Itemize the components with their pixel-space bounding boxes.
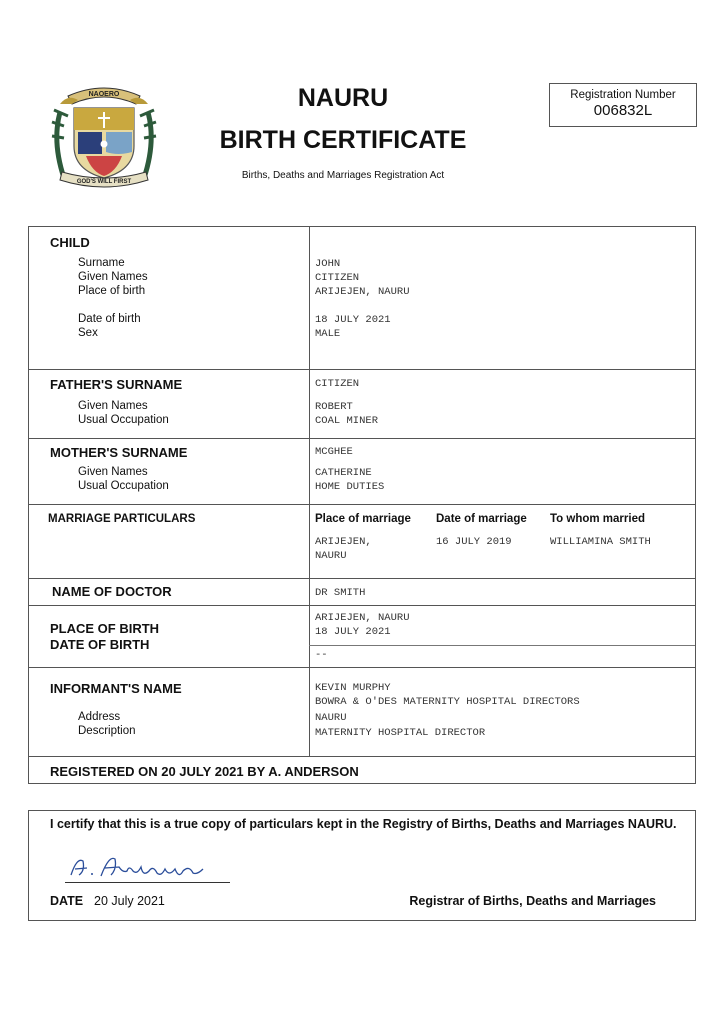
registration-number-value: 006832L [593,102,653,119]
signature-line [65,882,230,883]
marriage-place-column-header: Place of marriage [315,513,411,525]
marriage-whom-value: WILLIAMINA SMITH [550,536,651,548]
registration-number-label: Registration Number [570,89,676,101]
certification-box [28,810,696,921]
particulars-table [28,226,696,784]
date-of-birth-heading: DATE OF BIRTH [50,637,150,652]
place-of-birth-value: ARIJEJEN, NAURU [315,612,410,624]
marriage-heading: MARRIAGE PARTICULARS [48,513,196,525]
father-heading: FATHER'S SURNAME [50,377,183,392]
informant-address-line2: NAURU [315,712,347,724]
informant-name-value: KEVIN MURPHY [315,682,391,694]
father-given-names-label: Given Names [78,400,148,412]
child-surname-label: Surname [78,257,125,269]
registrar-title: Registrar of Births, Deaths and Marriages [409,894,656,908]
informant-address-label: Address [78,711,121,723]
row-divider [29,369,695,370]
date-of-birth-value: 18 JULY 2021 [315,626,391,638]
row-divider [29,667,695,668]
father-surname-value: CITIZEN [315,378,360,390]
mother-heading: MOTHER'S SURNAME [50,445,188,460]
date-value: 20 July 2021 [94,894,165,908]
place-of-birth-heading: PLACE OF BIRTH [50,621,160,636]
child-sex-value: MALE [315,328,341,340]
mother-given-names-label: Given Names [78,466,148,478]
mother-occupation-label: Usual Occupation [78,480,169,492]
father-given-names-value: ROBERT [315,401,353,413]
registration-number-box [549,83,697,127]
title-nauru: NAURU [297,84,389,112]
child-date-of-birth-label: Date of birth [78,313,141,325]
child-surname-value: JOHN [315,258,341,270]
father-occupation-value: COAL MINER [315,415,379,427]
nauru-crest-logo [46,82,162,192]
row-divider [29,756,695,757]
mother-occupation-value: HOME DUTIES [315,481,385,493]
child-date-of-birth-value: 18 JULY 2021 [315,314,391,326]
child-given-names-value: CITIZEN [315,272,360,284]
crest-top-text: NAOERO [88,91,120,98]
column-divider [309,227,310,757]
marriage-place-line2: NAURU [315,550,347,562]
doctor-heading: NAME OF DOCTOR [52,584,172,599]
child-heading: CHILD [50,235,90,250]
birth-extra-value: -- [315,649,328,661]
child-sex-label: Sex [78,327,98,339]
marriage-date-column-header: Date of marriage [436,513,527,525]
marriage-whom-column-header: To whom married [550,513,645,525]
child-place-of-birth-label: Place of birth [78,285,146,297]
row-divider [29,578,695,579]
registered-statement: REGISTERED ON 20 JULY 2021 BY A. ANDERSON [50,764,359,779]
informant-address-line1: BOWRA & O'DES MATERNITY HOSPITAL DIRECTORS [315,696,580,708]
row-divider [29,605,695,606]
marriage-date-value: 16 JULY 2019 [436,536,512,548]
child-place-of-birth-value: ARIJEJEN, NAURU [315,286,410,298]
marriage-place-line1: ARIJEJEN, [315,536,372,548]
row-divider [29,438,695,439]
title-birth-certificate: BIRTH CERTIFICATE [219,126,467,154]
mother-given-names-value: CATHERINE [315,467,372,479]
row-divider [309,645,695,646]
mother-surname-value: MCGHEE [315,446,353,458]
father-occupation-label: Usual Occupation [78,414,169,426]
row-divider [29,504,695,505]
registrar-signature [65,851,235,883]
informant-description-label: Description [78,725,136,737]
registration-act: Births, Deaths and Marriages Registration Act [241,170,445,181]
informant-description-value: MATERNITY HOSPITAL DIRECTOR [315,727,486,739]
informant-heading: INFORMANT'S NAME [50,681,182,696]
doctor-value: DR SMITH [315,587,366,599]
child-given-names-label: Given Names [78,271,148,283]
date-label: DATE [50,894,84,908]
certification-text: I certify that this is a true copy of particulars kept in the Registry of Births, Deaths and Marriages NAURU. [50,817,677,831]
crest-bottom-text: GOD'S WILL FIRST [76,179,132,185]
